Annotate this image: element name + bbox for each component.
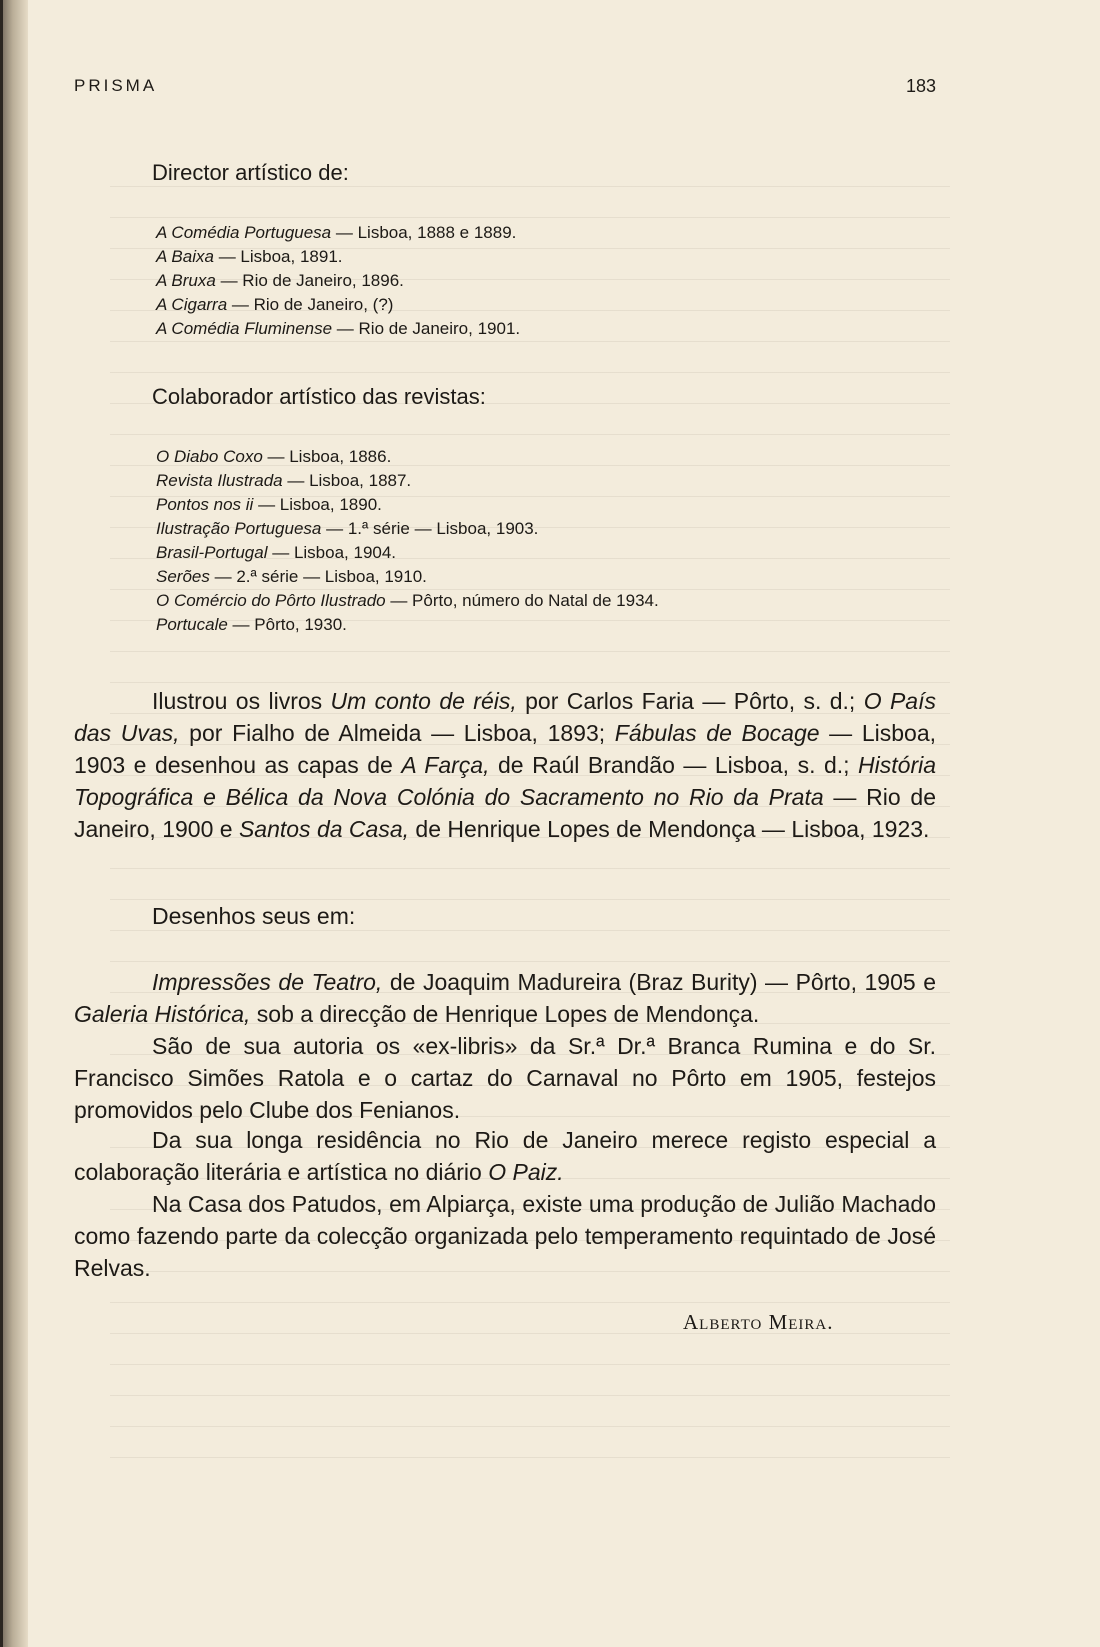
- list-item: [156, 517, 659, 541]
- list-item-detail: — Pôrto, número do Natal de 1934.: [385, 591, 659, 610]
- list-item-title: A Cigarra: [156, 295, 228, 314]
- list-item: [156, 469, 659, 493]
- list-item-title: A Comédia Fluminense: [156, 319, 333, 338]
- list-item-detail: — 1.ª série — Lisboa, 1903.: [321, 519, 539, 538]
- exlibris-paragraph: São de sua autoria os «ex-libris» da Sr.ª Dr.ª Branca Rumina e do Sr. Francisco Simões Ratola e o cartaz do Carnaval no Pôrto em 1905, festejos promovidos pelo Clube dos Fenianos.: [74, 1033, 936, 1123]
- list-item: [156, 293, 520, 317]
- page-number: 183: [906, 76, 937, 96]
- collaborator-heading: Colaborador artístico das revistas:: [152, 384, 486, 409]
- list-item-detail: — Lisboa, 1891.: [213, 247, 343, 266]
- list-item-detail: — 2.ª série — Lisboa, 1910.: [209, 567, 427, 586]
- book-gutter-edge: [0, 0, 3, 1647]
- list-item-detail: — Rio de Janeiro, (?): [227, 295, 394, 314]
- list-item-title: Portucale: [156, 615, 228, 634]
- list-item: [156, 613, 659, 637]
- author-signature: Alberto Meira.: [683, 1310, 834, 1334]
- patudos-paragraph: Na Casa dos Patudos, em Alpiarça, existe uma produção de Julião Machado como fazendo parte da colecção organizada pelo temperamento requintado de José Relvas.: [74, 1191, 936, 1281]
- residence-paragraph: Da sua longa residência no Rio de Janeiro merece registo especial a colaboração literária e artística no diário O Paiz.: [74, 1127, 936, 1185]
- list-item-title: A Comédia Portuguesa: [156, 223, 332, 242]
- director-heading: Director artístico de:: [152, 160, 349, 185]
- director-list: [156, 221, 520, 341]
- list-item: [156, 245, 520, 269]
- list-item-title: Brasil-Portugal: [156, 543, 268, 562]
- list-item-title: A Baixa: [156, 247, 214, 266]
- running-head: PRISMA: [74, 76, 158, 95]
- list-item-title: Pontos nos ii: [156, 495, 254, 514]
- list-item-title: A Bruxa: [156, 271, 216, 290]
- drawings-heading: Desenhos seus em:: [152, 903, 356, 929]
- list-item: [156, 445, 659, 469]
- list-item: [156, 541, 659, 565]
- book-gutter-shadow: [0, 0, 28, 1647]
- list-item-detail: — Lisboa, 1886.: [262, 447, 392, 466]
- list-item: [156, 269, 520, 293]
- list-item: [156, 221, 520, 245]
- list-item-title: Revista Ilustrada: [156, 471, 283, 490]
- list-item-detail: — Pôrto, 1930.: [227, 615, 347, 634]
- list-item-detail: — Lisboa, 1888 e 1889.: [331, 223, 517, 242]
- list-item: [156, 317, 520, 341]
- list-item-detail: — Lisboa, 1904.: [267, 543, 397, 562]
- collaborator-list: [156, 445, 659, 637]
- list-item-detail: — Lisboa, 1890.: [253, 495, 382, 514]
- list-item-title: O Diabo Coxo: [156, 447, 263, 466]
- list-item-title: Ilustração Portuguesa: [156, 519, 322, 538]
- list-item-title: Serões: [156, 567, 210, 586]
- list-item-detail: — Rio de Janeiro, 1901.: [332, 319, 521, 338]
- impressoes-paragraph: Impressões de Teatro, de Joaquim Madureira (Braz Burity) — Pôrto, 1905 e Galeria Histórica, sob a direcção de Henrique Lopes de Mendonça.: [74, 969, 937, 1027]
- list-item: [156, 493, 659, 517]
- books-paragraph: Ilustrou os livros Um conto de réis, por Carlos Faria — Pôrto, s. d.; O País das Uvas, por Fialho de Almeida — Lisboa, 1893; Fábulas de Bocage — Lisboa, 1903 e desenhou as capas de A Farça, de Raúl Brandão — Lisboa, s. d.; História Topográfica e Bélica da Nova Colónia do Sacramento no Rio da Prata — Rio de Janeiro, 1900 e Santos da Casa, de Henrique Lopes de Mendonça — Lisboa, 1923.: [74, 688, 937, 842]
- list-item-detail: — Rio de Janeiro, 1896.: [215, 271, 404, 290]
- list-item: [156, 565, 659, 589]
- list-item-detail: — Lisboa, 1887.: [282, 471, 412, 490]
- list-item-title: O Comércio do Pôrto Ilustrado: [156, 591, 386, 610]
- list-item: [156, 589, 659, 613]
